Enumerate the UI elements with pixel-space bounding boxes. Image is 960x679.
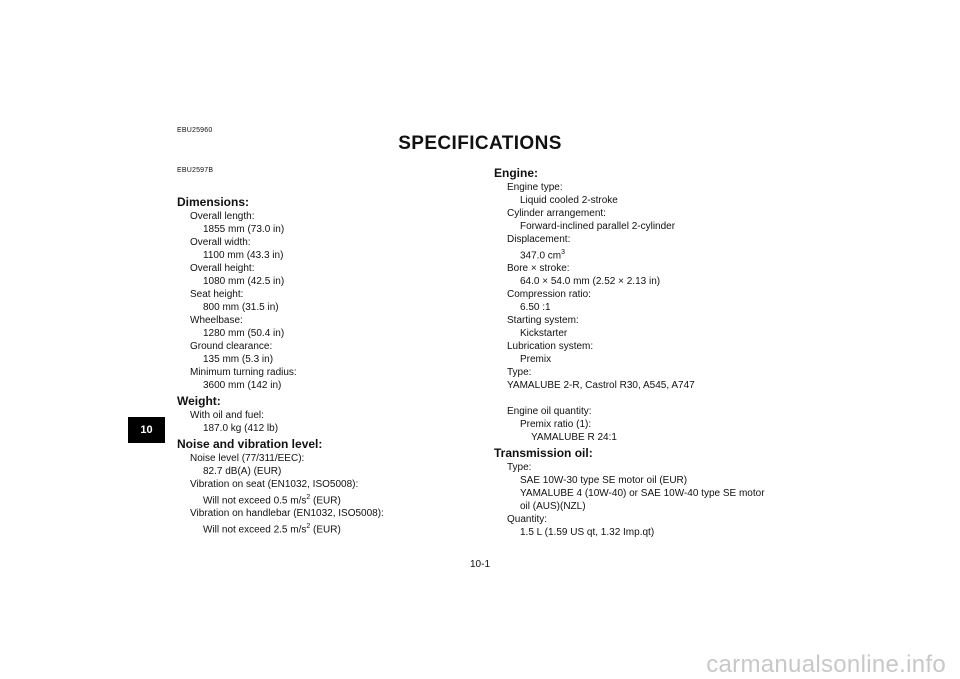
ground-clearance-value: 135 mm (5.3 in) — [203, 354, 274, 365]
transmission-type-label: Type: — [507, 462, 532, 474]
section-code: EBU2597B — [177, 167, 214, 174]
wheelbase-label: Wheelbase: — [190, 315, 243, 326]
displacement-label: Displacement: — [507, 234, 571, 245]
engine-type-label: Engine type: — [507, 182, 563, 193]
transmission-type-line-3: oil (AUS)(NZL) — [520, 501, 586, 513]
right-column — [494, 166, 765, 539]
with-oil-fuel-label: With oil and fuel: — [190, 410, 264, 421]
overall-width-value: 1100 mm (43.3 in) — [203, 250, 284, 261]
vibration-seat-value: Will not exceed 0.5 $m/s^2$ (EUR) — [203, 494, 341, 507]
vibration-handlebar-value: Will not exceed 2.5 $m/s^2$ (EUR) — [203, 523, 341, 536]
noise-level-value: 82.7 dB(A) (EUR) — [203, 466, 282, 477]
bore-stroke-value: 64.0 × 54.0 mm (2.52 × 2.13 in) — [520, 276, 661, 288]
page-title: SPECIFICATIONS — [398, 133, 562, 154]
engine-type-value: Liquid cooled 2-stroke — [520, 195, 618, 206]
page-number: 10-1 — [469, 559, 490, 570]
left-column — [177, 195, 384, 537]
transmission-type-line-2: YAMALUBE 4 (10W-40) or SAE 10W-40 type SE motor — [520, 488, 765, 500]
cylinder-arrangement-value: Forward-inclined parallel 2-cylinder — [520, 221, 676, 232]
wheelbase-value: 1280 mm (50.4 in) — [203, 328, 285, 339]
oil-type-value: YAMALUBE 2-R, Castrol R30, A545, A747 — [507, 380, 695, 392]
turning-radius-value: 3600 mm (142 in) — [203, 380, 282, 391]
transmission-type-line-1: SAE 10W-30 type SE motor oil (EUR) — [520, 475, 688, 487]
vibration-seat-label: Vibration on seat (EN1032, ISO5008): — [190, 479, 359, 490]
starting-system-value: Kickstarter — [520, 328, 568, 340]
chapter-tab: 10 — [128, 417, 165, 443]
noise-level-label: Noise level (77/311/EEC): — [190, 453, 305, 464]
dimensions-heading: Dimensions: — [177, 195, 250, 209]
vibration-handlebar-label: Vibration on handlebar (EN1032, ISO5008): — [190, 508, 384, 520]
engine-heading: Engine: — [494, 166, 538, 180]
with-oil-fuel-value: 187.0 kg (412 lb) — [203, 423, 279, 434]
cylinder-arrangement-label: Cylinder arrangement: — [507, 208, 606, 219]
engine-oil-quantity-label: Engine oil quantity: — [507, 406, 592, 418]
weight-heading: Weight: — [177, 394, 221, 408]
bore-stroke-label: Bore × stroke: — [507, 263, 570, 275]
compression-ratio-value: 6.50 :1 — [520, 302, 551, 314]
starting-system-label: Starting system: — [507, 315, 579, 327]
overall-height-label: Overall height: — [190, 263, 255, 274]
seat-height-label: Seat height: — [190, 289, 244, 300]
noise-heading: Noise and vibration level: — [177, 437, 323, 451]
transmission-heading: Transmission oil: — [494, 446, 593, 461]
lubrication-system-value: Premix — [520, 354, 552, 366]
compression-ratio-label: Compression ratio: — [507, 289, 591, 301]
transmission-quantity-value: 1.5 L (1.59 US qt, 1.32 Imp.qt) — [520, 527, 655, 539]
overall-length-value: 1855 mm (73.0 in) — [203, 224, 285, 235]
oil-type-label: Type: — [507, 367, 532, 379]
premix-ratio-value: YAMALUBE R 24:1 — [531, 432, 617, 444]
seat-height-value: 800 mm (31.5 in) — [203, 302, 279, 313]
premix-ratio-label: Premix ratio (1): — [520, 419, 592, 431]
document-code: EBU25960 — [177, 127, 213, 134]
displacement-value: 347.0 $cm^3$ — [520, 249, 566, 262]
overall-length-label: Overall length: — [190, 211, 255, 222]
ground-clearance-label: Ground clearance: — [190, 341, 273, 352]
overall-width-label: Overall width: — [190, 237, 251, 248]
turning-radius-label: Minimum turning radius: — [190, 367, 297, 378]
overall-height-value: 1080 mm (42.5 in) — [203, 276, 285, 287]
watermark: carmanualsonline.info — [706, 651, 946, 678]
transmission-quantity-label: Quantity: — [507, 514, 548, 526]
lubrication-system-label: Lubrication system: — [507, 341, 594, 353]
